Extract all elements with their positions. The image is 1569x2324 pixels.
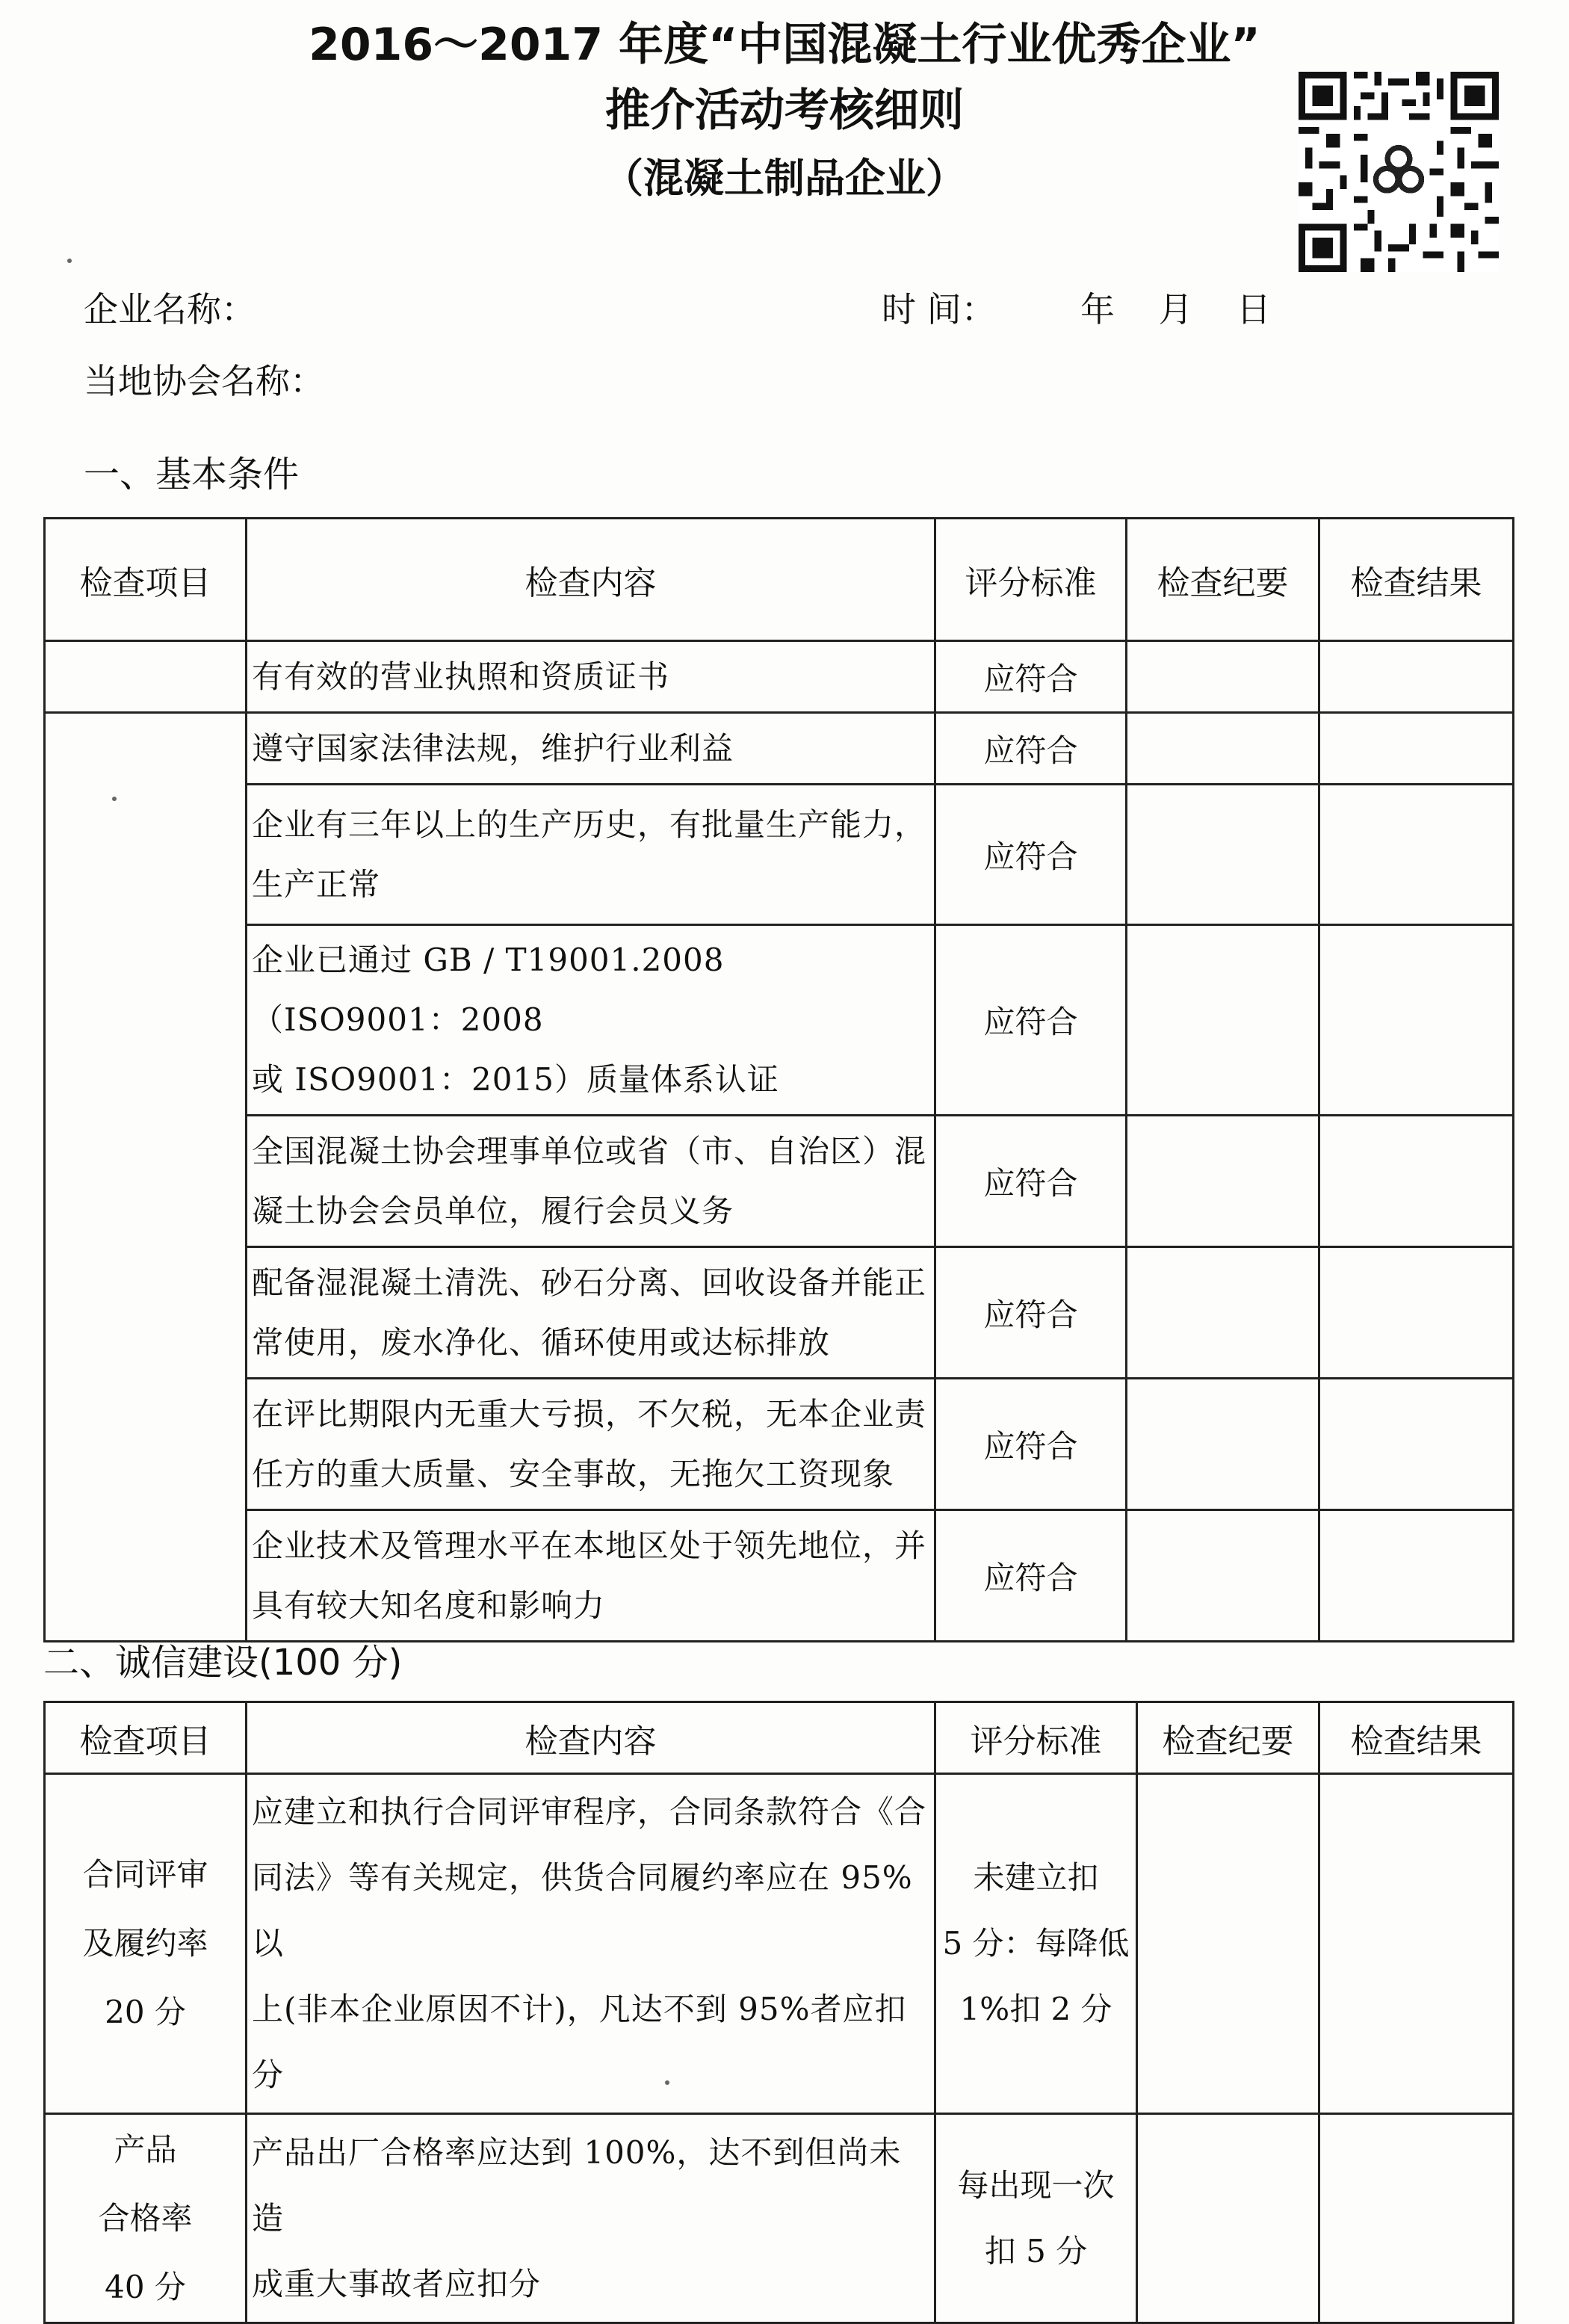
item-cell [45,713,247,1642]
standard-cell: 应符合 [935,713,1127,785]
table-row [45,2114,1514,2323]
result-cell [1319,925,1514,1116]
qr-code-icon [1299,72,1499,272]
notes-cell [1127,1116,1319,1247]
result-cell [1319,1116,1514,1247]
basic-conditions-table [43,517,1514,1642]
content-cell: 遵守国家法律法规，维护行业利益 [247,713,935,785]
integrity-table [43,1701,1514,2324]
section-basic-conditions-heading: 一、基本条件 [84,454,300,495]
item-cell: 产品 合格率 40 分 [45,2114,247,2323]
content-cell: 应建立和执行合同评审程序，合同条款符合《合 同法》等有关规定，供货合同履约率应在 95%以 上(非本企业原因不计)，凡达不到 95%者应扣分 [247,1774,935,2114]
col-header-item: 检查项目 [45,519,247,641]
table-row [45,713,1514,785]
standard-cell: 每出现一次 扣 5 分 [935,2114,1137,2323]
result-cell [1319,1247,1514,1379]
content-cell: 产品出厂合格率应达到 100%，达不到但尚未造 成重大事故者应扣分 [247,2114,935,2323]
table-header-row [45,519,1514,641]
content-cell: 企业有三年以上的生产历史，有批量生产能力， 生产正常 [247,785,935,925]
document-subtitle: （混凝土制品企业） [603,155,966,202]
result-cell [1319,641,1514,713]
section-integrity-heading: 二、诚信建设(100 分) [43,1642,403,1684]
result-cell [1319,1774,1514,2114]
notes-cell [1127,713,1319,785]
content-cell: 企业技术及管理水平在本地区处于领先地位，并 具有较大知名度和影响力 [247,1510,935,1642]
table-row [45,1247,1514,1379]
col-header-standard: 评分标准 [935,1702,1137,1774]
col-header-content: 检查内容 [247,519,935,641]
result-cell [1319,1379,1514,1510]
result-cell [1319,1510,1514,1642]
content-cell: 有有效的营业执照和资质证书 [247,641,935,713]
notes-cell [1127,925,1319,1116]
notes-cell [1127,1247,1319,1379]
col-header-notes: 检查纪要 [1137,1702,1319,1774]
standard-cell: 应符合 [935,1116,1127,1247]
local-association-label: 当地协会名称： [84,361,324,401]
document-title-line1: 2016～2017 年度“中国混凝土行业优秀企业” [309,19,1260,71]
col-header-standard: 评分标准 [935,519,1127,641]
result-cell [1319,785,1514,925]
date-units: 年 月 日 [1080,289,1271,330]
notes-cell [1127,641,1319,713]
notes-cell [1127,785,1319,925]
item-cell [45,641,247,713]
col-header-content: 检查内容 [247,1702,935,1774]
document-title-line2: 推介活动考核细则 [605,84,964,137]
standard-cell: 应符合 [935,641,1127,713]
content-cell: 全国混凝土协会理事单位或省（市、自治区）混 凝土协会会员单位，履行会员义务 [247,1116,935,1247]
scan-speck [67,259,72,263]
col-header-item: 检查项目 [45,1702,247,1774]
table-header-row [45,1702,1514,1774]
col-header-result: 检查结果 [1319,519,1514,641]
standard-cell: 应符合 [935,785,1127,925]
standard-cell: 未建立扣 5 分：每降低 1%扣 2 分 [935,1774,1137,2114]
company-name-label: 企业名称： [84,289,256,330]
table-row [45,925,1514,1116]
result-cell [1319,2114,1514,2323]
col-header-notes: 检查纪要 [1127,519,1319,641]
item-cell: 合同评审 及履约率 20 分 [45,1774,247,2114]
time-label: 时 间： [882,289,996,330]
standard-cell: 应符合 [935,1510,1127,1642]
notes-cell [1127,1379,1319,1510]
standard-cell: 应符合 [935,925,1127,1116]
col-header-result: 检查结果 [1319,1702,1514,1774]
scan-speck [665,2080,669,2085]
notes-cell [1127,1510,1319,1642]
table-row [45,1510,1514,1642]
content-cell: 企业已通过 GB / T19001.2008（ISO9001：2008 或 ISO9001：2015）质量体系认证 [247,925,935,1116]
table-row [45,1116,1514,1247]
table-row [45,1774,1514,2114]
notes-cell [1137,2114,1319,2323]
scan-speck [112,797,117,801]
table-row [45,785,1514,925]
notes-cell [1137,1774,1319,2114]
content-cell: 在评比期限内无重大亏损，不欠税，无本企业责 任方的重大质量、安全事故，无拖欠工资现象 [247,1379,935,1510]
result-cell [1319,713,1514,785]
table-row [45,641,1514,713]
table-row [45,1379,1514,1510]
standard-cell: 应符合 [935,1379,1127,1510]
standard-cell: 应符合 [935,1247,1127,1379]
content-cell: 配备湿混凝土清洗、砂石分离、回收设备并能正 常使用，废水净化、循环使用或达标排放 [247,1247,935,1379]
